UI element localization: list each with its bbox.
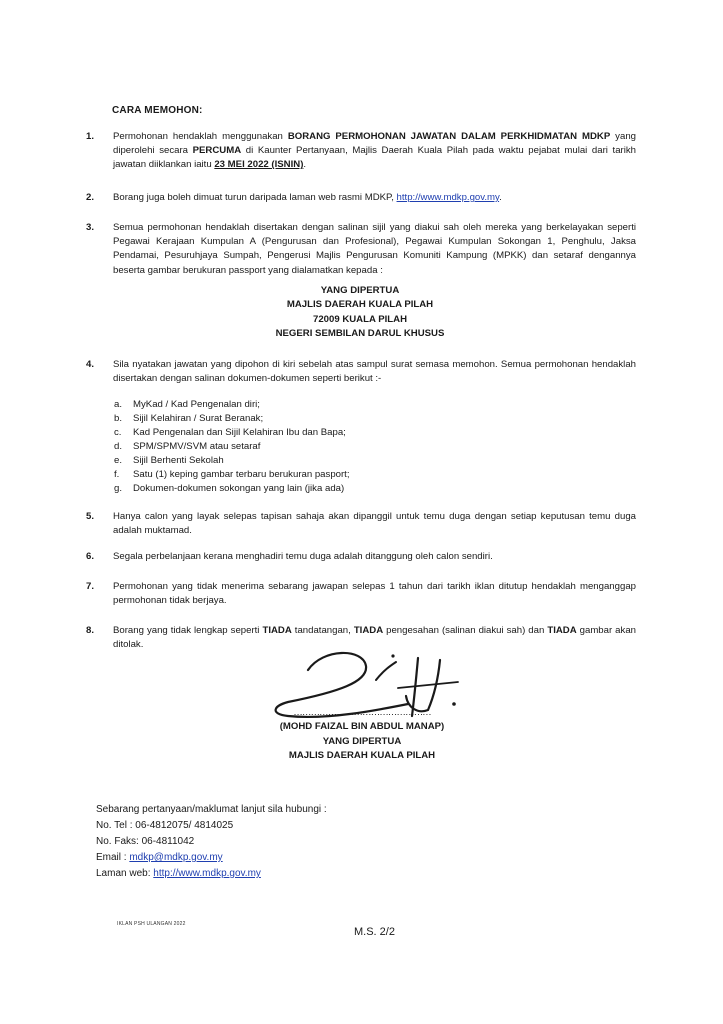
instruction-item-2 — [86, 191, 636, 205]
list-item: a. MyKad / Kad Pengenalan diri; — [114, 399, 260, 410]
item-number: 1. — [86, 131, 95, 142]
item-number: 2. — [86, 192, 95, 203]
item-number: 6. — [86, 551, 95, 562]
signatory-block — [252, 706, 472, 764]
section-heading: CARA MEMOHON: — [112, 105, 203, 116]
list-item: c. Kad Pengenalan dan Sijil Kelahiran Ibu dan Bapa; — [114, 427, 346, 438]
document-list — [114, 398, 534, 496]
instruction-item-4 — [86, 358, 636, 386]
list-item: b. Sijil Kelahiran / Surat Beranak; — [114, 413, 264, 424]
item-text: Hanya calon yang layak selepas tapisan sahaja akan dipanggil untuk temu duga dengan setiap keputusan temu duga adalah muktamad. — [113, 511, 636, 537]
web-link[interactable]: http://www.mdkp.gov.my — [153, 868, 261, 879]
address-line: YANG DIPERTUA — [320, 285, 400, 296]
list-item: e. Sijil Berhenti Sekolah — [114, 455, 224, 466]
page-number: M.S. 2/2 — [354, 926, 395, 938]
contact-email: Email : mdkp@mdkp.gov.my — [96, 852, 223, 863]
contact-info — [96, 802, 327, 882]
item-number: 5. — [86, 511, 95, 522]
signatory-title: YANG DIPERTUA — [322, 735, 402, 747]
item-text: Sila nyatakan jawatan yang dipohon di kiri sebelah atas sampul surat semasa memohon. Semua permohonan hendaklah disertakan dengan salinan dokumen-dokumen seperti berikut :- — [113, 359, 636, 385]
signature-line: ………………………………………… — [293, 707, 431, 718]
address-line: NEGERI SEMBILAN DARUL KHUSUS — [275, 328, 445, 340]
deadline-date: 23 MEI 2022 (ISNIN) — [214, 159, 304, 171]
email-link[interactable]: mdkp@mdkp.gov.my — [129, 852, 223, 863]
contact-fax: No. Faks: 06-4811042 — [96, 836, 195, 847]
item-text: Borang juga boleh dimuat turun daripada laman web rasmi MDKP, http://www.mdkp.gov.my. — [113, 192, 502, 203]
contact-web: Laman web: http://www.mdkp.gov.my — [96, 868, 261, 879]
instruction-item-5 — [86, 510, 636, 538]
item-number: 3. — [86, 222, 95, 233]
footnote: IKLAN PSH ULANGAN 2022 — [117, 921, 186, 927]
list-item: g. Dokumen-dokumen sokongan yang lain (jika ada) — [114, 483, 345, 494]
item-number: 7. — [86, 581, 95, 592]
item-text: Permohonan yang tidak menerima sebarang jawapan selepas 1 tahun dari tarikh iklan ditutup hendaklah menganggap permohonan tidak berjaya. — [113, 581, 636, 607]
list-item: d. SPM/SPMV/SVM atau setaraf — [114, 441, 261, 452]
instruction-item-1 — [86, 130, 636, 173]
item-number: 4. — [86, 359, 95, 370]
signatory-name: (MOHD FAIZAL BIN ABDUL MANAP) — [279, 721, 445, 733]
item-number: 8. — [86, 625, 95, 636]
list-item: f. Satu (1) keping gambar terbaru berukuran pasport; — [114, 469, 350, 480]
item-text: Semua permohonan hendaklah disertakan dengan salinan sijil yang diakui sah oleh mereka yang berkelayakan seperti Pegawai Kerajaan Kumpulan A (Pengurusan dan Profesional), Pegawai Kumpulan Sokongan 1, Penghulu, Jaksa Pendamai, Pesuruhjaya Sumpah, Pengerusi Majlis Pengurusan Komuniti Kampung (MPKK) dan setaraf dengannya beserta gambar berukuran passport yang dialamatkan kepada : — [113, 222, 636, 276]
instruction-item-3 — [86, 221, 636, 278]
contact-tel: No. Tel : 06-4812075/ 4814025 — [96, 820, 234, 831]
instruction-item-7 — [86, 580, 636, 608]
mailing-address — [160, 284, 560, 342]
instruction-item-6 — [86, 550, 636, 564]
address-line: 72009 KUALA PILAH — [312, 313, 407, 325]
signatory-organization: MAJLIS DAERAH KUALA PILAH — [288, 750, 436, 762]
item-text: Segala perbelanjaan kerana menghadiri temu duga adalah ditanggung oleh calon sendiri. — [113, 551, 493, 562]
contact-intro: Sebarang pertanyaan/maklumat lanjut sila hubungi : — [96, 804, 327, 815]
item-text: Permohonan hendaklah menggunakan BORANG PERMOHONAN JAWATAN DALAM PERKHIDMATAN MDKP yang diperolehi secara PERCUMA di Kaunter Pertanyaan, Majlis Daerah Kuala Pilah pada waktu pejabat mulai dari tarikh jawatan diiklankan iaitu 23 MEI 2022 (ISNIN). — [113, 131, 636, 171]
item-text: Borang yang tidak lengkap seperti TIADA tandatangan, TIADA pengesahan (salinan diakui sah) dan TIADA gambar akan ditolak. — [113, 625, 636, 651]
website-link[interactable]: http://www.mdkp.gov.my — [396, 192, 500, 203]
address-line: MAJLIS DAERAH KUALA PILAH — [286, 299, 434, 311]
